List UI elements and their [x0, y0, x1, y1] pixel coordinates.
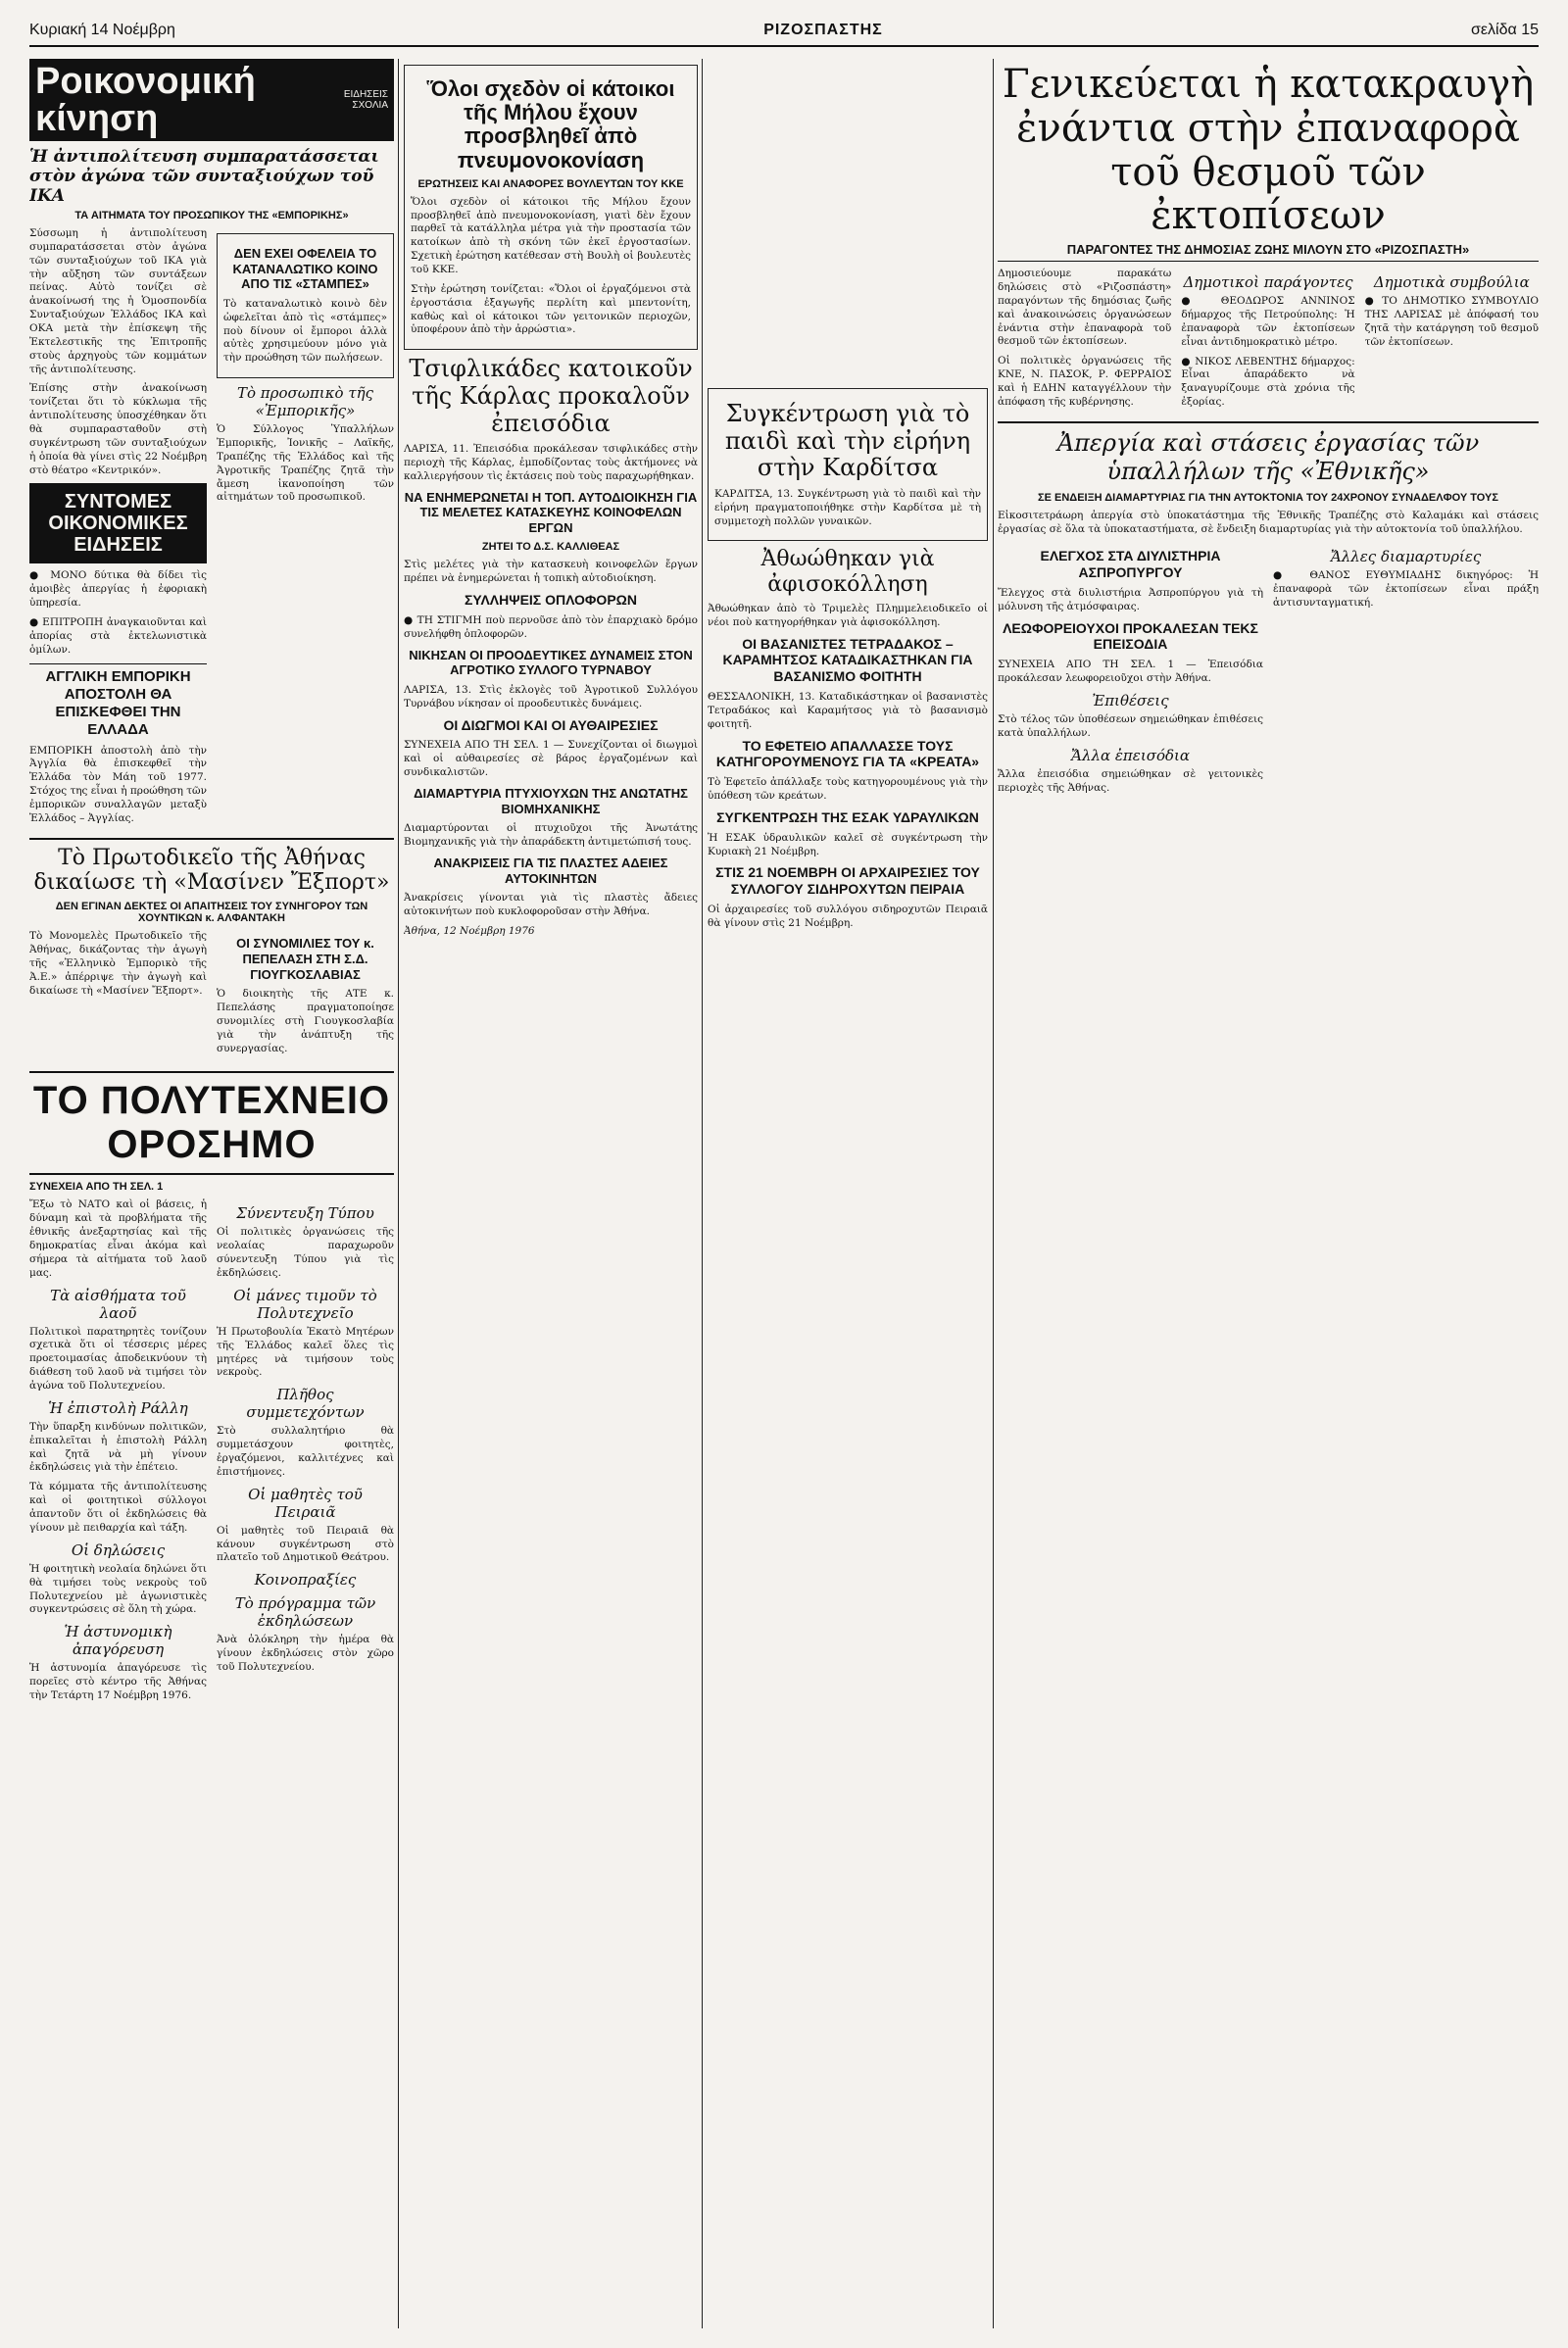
- article-title: ΑΓΓΛΙΚΗ ΕΜΠΟΡΙΚΗ ΑΠΟΣΤΟΛΗ ΘΑ ΕΠΙΣΚΕΦΘΕΙ ΤΗΝ ΕΛΛΑΔΑ: [29, 663, 207, 739]
- article-title: ΟΙ ΣΥΝΟΜΙΛΙΕΣ ΤΟΥ κ. ΠΕΠΕΛΑΣΗ ΣΤΗ Σ.Δ. ΓΙΟΥΓΚΟΣΛΑΒΙΑΣ: [236, 936, 374, 982]
- article-text: ΘΕΣΣΑΛΟΝΙΚΗ, 13. Καταδικάστηκαν οἱ βασανιστὲς Τετραδάκος καὶ Καραμήτσος γιὰ τὸ βασανισμὸ φοιτητῆ.: [708, 691, 988, 730]
- article-title: Συγκέντρωση γιὰ τὸ παιδὶ καὶ τὴν εἰρήνη στὴν Καρδίτσα: [724, 400, 971, 482]
- article-text: Στὴν ἐρώτηση τονίζεται: «Ὅλοι οἱ ἐργαζόμενοι στὰ ἐργοστάσια ἐξαγωγῆς περλίτη καὶ μπεντονίτη, καθὼς καὶ οἱ κάτοικοι τῶν γειτονικῶν περιοχῶν, ὑποφέρουν ἀπὸ τὴν ἀρρώστια».: [411, 282, 691, 336]
- article-title: Ἀθωώθηκαν γιὰ ἀφισοκόλληση: [760, 547, 935, 597]
- article-text: Οἱ πολιτικὲς ὀργανώσεις τῆς ΚΝΕ, Ν. ΠΑΣΟΚ, Ρ. ΦΕΡΡΑΙΟΣ καὶ ἡ ΕΔΗΝ καταγγέλλουν τὴν ἀπόφαση τῆς κυβέρνησης.: [998, 355, 1172, 408]
- article-text: ● ΘΑΝΟΣ ΕΥΘΥΜΙΑΔΗΣ δικηγόρος: Ἡ ἐπαναφορὰ τῶν ἐκτοπίσεων εἶναι πράξη ἀντισυνταγματική.: [1273, 569, 1539, 610]
- article-title: ΔΙΑΜΑΡΤΥΡΙΑ ΠΤΥΧΙΟΥΧΩΝ ΤΗΣ ΑΝΩΤΑΤΗΣ ΒΙΟΜΗΧΑΝΙΚΗΣ: [414, 786, 688, 816]
- article-text: Στὸ τέλος τῶν ὑποθέσεων σημειώθηκαν ἐπιθέσεις κατὰ ὑπαλλήλων.: [998, 713, 1263, 739]
- section-heading: Δημοτικὰ συμβούλια: [1373, 273, 1530, 292]
- article-text: Ἀθωώθηκαν ἀπὸ τὸ Τριμελὲς Πλημμελειοδικεῖο οἱ νέοι ποὺ κατηγορήθηκαν γιὰ ἀφισοκόλληση.: [708, 602, 988, 628]
- page-number: σελίδα 15: [1471, 22, 1539, 38]
- article-title: Τὸ Πρωτοδικεῖο τῆς Ἀθήνας δικαίωσε τὴ «Μασίνεν Ἔξπορτ»: [29, 838, 394, 896]
- article-title: Ὅλοι σχεδὸν οἱ κάτοικοι τῆς Μήλου ἔχουν προσβληθεῖ ἀπὸ πνευμονοκονίαση: [426, 76, 675, 172]
- article-text: Δημοσιεύουμε παρακάτω δηλώσεις στὸ «Ριζοσπάστη» παραγόντων τῆς δημόσιας ζωῆς καὶ ἀνακοινώσεις ὀργανώσεων ἐνάντια στὴν ἐπαναφορὰ τοῦ θεσμοῦ τῶν ἐκτοπίσεων.: [998, 268, 1172, 348]
- article-text: Ἄλλα ἐπεισόδια σημειώθηκαν σὲ γειτονικὲς περιοχὲς τῆς Ἀθήνας.: [998, 767, 1263, 794]
- section-heading: Οἱ μαθητὲς τοῦ Πειραιᾶ: [248, 1485, 363, 1521]
- article-text: Τὸ Ἐφετεῖο ἀπάλλαξε τοὺς κατηγορουμένους γιὰ τὴν ὑπόθεση τῶν κρεάτων.: [708, 776, 988, 803]
- article-text: Ὁ Σύλλογος Ὑπαλλήλων Ἐμπορικῆς, Ἰονικῆς – Λαϊκῆς, Τραπέζης τῆς Ἑλλάδος καὶ τῆς Ἀγροτικῆς Τραπέζης ζητᾶ τὴν ἄμεση ἱκανοποίηση τῶν αἰτημάτων τοῦ προσωπικοῦ.: [217, 423, 394, 504]
- article-text: Στὶς μελέτες γιὰ τὴν κατασκευὴ κοινοφελῶν ἔργων πρέπει νὰ ἐνημερώνεται ἡ τοπικὴ αὐτοδιοίκηση.: [404, 559, 698, 585]
- column-deportations: [998, 59, 1539, 2328]
- article-text: Ἔξω τὸ ΝΑΤΟ καὶ οἱ βάσεις, ἡ δύναμη καὶ τὰ προβλήματα τῆς ἐθνικῆς ἀνεξαρτησίας καὶ τῆς δημοκρατίας εἶναι ἀκόμα καὶ σήμερα τὰ αἰτήματα τοῦ λαοῦ μας.: [29, 1198, 207, 1279]
- article-subtitle: ΕΡΩΤΗΣΕΙΣ ΚΑΙ ΑΝΑΦΟΡΕΣ ΒΟΥΛΕΥΤΩΝ ΤΟΥ ΚΚΕ: [417, 177, 684, 190]
- article-text: ● ΤΟ ΔΗΜΟΤΙΚΟ ΣΥΜΒΟΥΛΙΟ ΤΗΣ ΛΑΡΙΣΑΣ μὲ ἀπόφασή του ζητᾶ τὴν κατάργηση τοῦ θεσμοῦ τῶν ἐκτοπίσεων.: [1364, 295, 1539, 348]
- section-heading: Τὸ πρόγραμμα τῶν ἐκδηλώσεων: [234, 1594, 376, 1631]
- article-text: ΕΜΠΟΡΙΚΗ ἀποστολὴ ἀπὸ τὴν Ἀγγλία θὰ ἐπισκεφθεῖ τὴν Ἑλλάδα τὸν Μάη τοῦ 1977. Στόχος της εἶναι ἡ προώθηση τῶν ἐμπορικῶν συναλλαγῶν μεταξὺ Ἑλλάδος – Ἀγγλίας.: [29, 744, 208, 824]
- section-heading: Πλῆθος συμμετεχόντων: [246, 1386, 365, 1422]
- section-heading: Οἱ δηλώσεις: [71, 1541, 166, 1559]
- section-heading: Ἐπιθέσεις: [1092, 692, 1169, 709]
- box-title: ΔΕΝ ΕΧΕΙ ΟΦΕΛΕΙΑ ΤΟ ΚΑΤΑΝΑΛΩΤΙΚΟ ΚΟΙΝΟ ΑΠΟ ΤΙΣ «ΣΤΑΜΠΕΣ»: [232, 246, 378, 292]
- main-subheadline: ΠΑΡΑΓΟΝΤΕΣ ΤΗΣ ΔΗΜΟΣΙΑΣ ΖΩΗΣ ΜΙΛΟΥΝ ΣΤΟ «ΡΙΖΟΣΠΑΣΤΗ»: [998, 242, 1539, 262]
- article-title: ΤΟ ΕΦΕΤΕΙΟ ΑΠΑΛΛΑΣΣΕ ΤΟΥΣ ΚΑΤΗΓΟΡΟΥΜΕΝΟΥΣ ΓΙΑ ΤΑ «ΚΡΕΑΤΑ»: [715, 737, 980, 770]
- section-heading: Ἡ ἀστυνομικὴ ἀπαγόρευση: [64, 1623, 172, 1659]
- section-heading: Οἱ μάνες τιμοῦν τὸ Πολυτεχνεῖο: [233, 1286, 377, 1322]
- continuation-note: ΣΥΝΕΧΕΙΑ ΑΠΟ ΤΗ ΣΕΛ. 1: [29, 1181, 164, 1194]
- section-heading: Δημοτικοὶ παράγοντες: [1183, 273, 1353, 292]
- article-text: Εἰκοσιτετράωρη ἀπεργία στὸ ὑποκατάστημα τῆς Ἐθνικῆς Τραπέζης στὸ Καλαμάκι καὶ στάσεις ἐργασίας σὲ ὅλα τὰ ὑποκαταστήματα, σὲ ἔνδειξη διαμαρτυρίας γιὰ τὴν αὐτοκτονία τοῦ ὑπαλλήλου.: [998, 509, 1539, 535]
- article-title: ΝΑ ΕΝΗΜΕΡΩΝΕΤΑΙ Η ΤΟΠ. ΑΥΤΟΔΙΟΙΚΗΣΗ ΓΙΑ ΤΙΣ ΜΕΛΕΤΕΣ ΚΑΤΑΣΚΕΥΗΣ ΚΟΙΝΟΦΕΛΩΝ ΕΡΓΩΝ: [404, 489, 698, 535]
- issue-date: Κυριακή 14 Νοέμβρη: [29, 22, 175, 38]
- article-subtitle: ΖΗΤΕΙ ΤΟ Δ.Σ. ΚΑΛΛΙΘΕΑΣ: [481, 541, 620, 554]
- economy-banner: [29, 59, 394, 141]
- article-title: ΕΛΕΓΧΟΣ ΣΤΑ ΔΙΥΛΙΣΤΗΡΙΑ ΑΣΠΡΟΠΥΡΓΟΥ: [1040, 548, 1221, 581]
- section-heading: Τὰ αἰσθήματα τοῦ λαοῦ: [50, 1286, 186, 1322]
- article-text: Ἀνακρίσεις γίνονται γιὰ τὶς πλαστὲς ἄδειες αὐτοκινήτων ποὺ κυκλοφοροῦσαν στὴν Ἀθήνα.: [404, 892, 698, 917]
- article-text: ΚΑΡΔΙΤΣΑ, 13. Συγκέντρωση γιὰ τὸ παιδὶ καὶ τὴν εἰρήνη πραγματοποιήθηκε στὴν Καρδίτσα μὲ τὴ συμμετοχὴ πολλῶν γυναικῶν.: [714, 487, 981, 527]
- article-title: ΑΝΑΚΡΙΣΕΙΣ ΓΙΑ ΤΙΣ ΠΛΑΣΤΕΣ ΑΔΕΙΕΣ ΑΥΤΟΚΙΝΗΤΩΝ: [433, 855, 668, 886]
- article-title: ΣΥΛΛΗΨΕΙΣ ΟΠΛΟΦΟΡΩΝ: [464, 592, 637, 609]
- article-text: Ὁ διοικητὴς τῆς ΑΤΕ κ. Πεπελάσης πραγματοποίησε συνομιλίες στὴ Γιουγκοσλαβία γιὰ τὴν ἀνάπτυξη τῆς συνεργασίας.: [217, 988, 394, 1054]
- article-title: ΣΤΙΣ 21 ΝΟΕΜΒΡΗ ΟΙ ΑΡΧΑΙΡΕΣΙΕΣ ΤΟΥ ΣΥΛΛΟΓΟΥ ΣΙΔΗΡΟΧΥΤΩΝ ΠΕΙΡΑΙΑ: [715, 864, 980, 898]
- article-text: ΣΥΝΕΧΕΙΑ ΑΠΟ ΤΗ ΣΕΛ. 1 — Ἐπεισόδια προκάλεσαν λεωφορειοῦχοι στὴν Ἀθήνα.: [998, 659, 1263, 685]
- main-headline: Γενικεύεται ἡ κατακραυγὴ ἐνάντια στὴν ἐπαναφορὰ τοῦ θεσμοῦ τῶν ἐκτοπίσεων: [1002, 62, 1535, 239]
- article-text: ΣΥΝΕΧΕΙΑ ΑΠΟ ΤΗ ΣΕΛ. 1 — Συνεχίζονται οἱ διωγμοὶ καὶ οἱ αὐθαιρεσίες σὲ βάρος ἐργαζομένων καὶ συνδικαλιστῶν.: [404, 739, 698, 779]
- section-heading: Κοινοπραξίες: [254, 1571, 357, 1590]
- article-text: Ὅλοι σχεδὸν οἱ κάτοικοι τῆς Μήλου ἔχουν προσβληθεῖ ἀπὸ πνευμονοκονίαση, γιατὶ δὲν ἔχουν παρθεῖ τὰ κατάλληλα μέτρα γιὰ τὴν προστασία τῶν κατοίκων ἀπὸ τὴ σκόνη τῶν ἐκεῖ ἐργοστασίων. Σχετικὴ ἐρώτηση κατέθεσαν στὴ Βουλὴ οἱ βουλευτὲς τοῦ ΚΚΕ.: [411, 195, 691, 276]
- column-milos: [404, 59, 698, 2328]
- article-text: Στὸ συλλαλητήριο θὰ συμμετάσχουν φοιτητὲς, ἐργαζόμενοι, καλλιτέχνες καὶ ἐπιστήμονες.: [217, 1425, 394, 1478]
- article-title: ΟΙ ΔΙΩΓΜΟΙ ΚΑΙ ΟΙ ΑΥΘΑΙΡΕΣΙΕΣ: [443, 716, 659, 733]
- article-subtitle: ΣΕ ΕΝΔΕΙΞΗ ΔΙΑΜΑΡΤΥΡΙΑΣ ΓΙΑ ΤΗΝ ΑΥΤΟΚΤΟΝΙΑ ΤΟΥ 24ΧΡΟΝΟΥ ΣΥΝΑΔΕΛΦΟΥ ΤΟΥΣ: [1038, 491, 1498, 504]
- article-text: ● ΘΕΟΔΩΡΟΣ ΑΝΝΙΝΟΣ δήμαρχος τῆς Πετρούπολης: Ἡ ἐπαναφορὰ τῶν ἐκτοπίσεων εἶναι ἀντιδημοκρατικὸ μέτρο.: [1181, 295, 1355, 348]
- article-text: ● ΤΗ ΣΤΙΓΜΗ ποὺ περνοῦσε ἀπὸ τὸν ἐπαρχιακὸ δρόμο συνελήφθη ὁπλοφορῶν.: [404, 614, 698, 640]
- banner-side: ΕΙΔΗΣΕΙΣ ΣΧΟΛΙΑ: [343, 89, 388, 111]
- article-text: Διαμαρτύρονται οἱ πτυχιοῦχοι τῆς Ἀνωτάτης Βιομηχανικῆς γιὰ τὴν ἀπαράδεκτη ἀντιμετώπισή τους.: [404, 822, 698, 849]
- column-economy: [29, 59, 394, 2328]
- article-text: Ἡ ΕΣΑΚ ὑδραυλικῶν καλεῖ σὲ συγκέντρωση τὴν Κυριακὴ 21 Νοέμβρη.: [708, 831, 988, 857]
- article-text: ΛΑΡΙΣΑ, 11. Ἐπεισόδια προκάλεσαν τσιφλικάδες στὴν περιοχὴ τῆς Κάρλας, ἐμποδίζοντας τοὺς ἀκτήμονες νὰ καλλιεργήσουν τὶς ἐκτάσεις ποὺ τοὺς παραχωρήθηκαν.: [404, 443, 698, 482]
- article-title: Τσιφλικάδες κατοικοῦν τῆς Κάρλας προκαλοῦν ἐπεισόδια: [409, 355, 693, 437]
- article-title: Τὸ προσωπικὸ τῆς «Ἐμπορικῆς»: [236, 384, 374, 420]
- column-rule: [398, 59, 399, 2328]
- article-subtitle: ΤΑ ΑΙΤΗΜΑΤΑ ΤΟΥ ΠΡΟΣΩΠΙΚΟΥ ΤΗΣ «ΕΜΠΟΡΙΚΗΣ»: [74, 210, 349, 221]
- article-title: ΟΙ ΒΑΣΑΝΙΣΤΕΣ ΤΕΤΡΑΔΑΚΟΣ – ΚΑΡΑΜΗΤΣΟΣ ΚΑΤΑΔΙΚΑΣΤΗΚΑΝ ΓΙΑ ΒΑΣΑΝΙΣΜΟ ΦΟΙΤΗΤΗ: [722, 635, 973, 685]
- newspaper-name: ΡΙΖΟΣΠΑΣΤΗΣ: [763, 22, 883, 38]
- polytechnic-headline: ΤΟ ΠΟΛΥΤΕΧΝΕΙΟ ΟΡΟΣΗΜΟ: [29, 1071, 394, 1175]
- article-title: ΝΙΚΗΣΑΝ ΟΙ ΠΡΟΟΔΕΥΤΙΚΕΣ ΔΥΝΑΜΕΙΣ ΣΤΟΝ ΑΓΡΟΤΙΚΟ ΣΥΛΛΟΓΟ ΤΥΡΝΑΒΟΥ: [409, 647, 693, 678]
- article-text: Ἡ Πρωτοβουλία Ἐκατὸ Μητέρων τῆς Ἑλλάδος καλεῖ ὅλες τὶς μητέρες νὰ τιμήσουν τοὺς νεκροὺς.: [217, 1325, 394, 1379]
- article-text: Τὸ Μονομελὲς Πρωτοδικεῖο τῆς Ἀθήνας, δικάζοντας τὴν ἀγωγὴ τῆς «Ἐλληνικὸ Ἐμπορικὸ τῆς Ἀ.Ε.» ἀπέρριψε τὴν ἀγωγὴ καὶ δικαίωσε τὴ «Μασίνεν Ἔξπορτ».: [29, 930, 207, 997]
- section-heading: Σύνεντευξη Τύπου: [236, 1204, 374, 1223]
- article-text: ΛΑΡΙΣΑ, 13. Στὶς ἐκλογὲς τοῦ Ἀγροτικοῦ Συλλόγου Τυρνάβου νίκησαν οἱ προοδευτικὲς δυνάμεις.: [404, 683, 698, 709]
- article-text: Τὴν ὕπαρξη κινδύνων πολιτικῶν, ἐπικαλεῖται ἡ ἐπιστολὴ Ράλλη καὶ ζητᾶ νὰ μὴ γίνουν ἐκδηλώσεις γιὰ τὴν ἐπέτειο.: [29, 1420, 207, 1474]
- section-heading: Ἄλλες διαμαρτυρίες: [1330, 548, 1482, 566]
- column-karditsa: [708, 59, 988, 2328]
- article-text: Ἡ φοιτητικὴ νεολαία δηλώνει ὅτι θὰ τιμήσει τοὺς νεκροὺς τοῦ Πολυτεχνείου μὲ ἀγωνιστικὲς συγκεντρώσεις σὲ ὅλη τὴ χώρα.: [29, 1562, 207, 1616]
- column-rule: [702, 59, 703, 2328]
- article-subtitle: ΔΕΝ ΕΓΙΝΑΝ ΔΕΚΤΕΣ ΟΙ ΑΠΑΙΤΗΣΕΙΣ ΤΟΥ ΣΥΝΗΓΟΡΟΥ ΤΩΝ ΧΟΥΝΤΙΚΩΝ κ. ΑΛΦΑΝΤΑΚΗ: [55, 901, 368, 925]
- short-news-box: ΣΥΝΤΟΜΕΣ ΟΙΚΟΝΟΜΙΚΕΣ ΕΙΔΗΣΕΙΣ: [29, 483, 207, 563]
- article-text: Σύσσωμη ἡ ἀντιπολίτευση συμπαρατάσσεται στὸν ἀγώνα τῶν συνταξιούχων τοῦ ΙΚΑ γιὰ τὴν αὔξηση τῶν συντάξεων πείνας. Αὐτὸ τονίζει σὲ ἀνακοίνωσή της ἡ Ὁμοσπονδία Συνταξιούχων Ἑλλάδος ΙΚΑ καὶ ΟΚΑ μετὰ τὴν ἐπίσκεψη τῆς Ἐκτελεστικῆς της Ἐπιτροπῆς στοὺς ἀρχηγοὺς τῶν κομμάτων τῆς ἀντιπολίτευσης.: [29, 227, 207, 375]
- article-text: Ἡ ἀστυνομία ἀπαγόρευσε τὶς πορεῖες στὸ κέντρο τῆς Ἀθήνας τὴν Τετάρτη 17 Νοέμβρη 1976.: [29, 1662, 207, 1701]
- short-news-item: ● ΕΠΙΤΡΟΠΗ ἀναγκαιοῦνται καὶ ἀπορίας στὰ ἐκτελωνιστικὰ ὁμίλων.: [29, 616, 207, 656]
- article-title: ΣΥΓΚΕΝΤΡΩΣΗ ΤΗΣ ΕΣΑΚ ΥΔΡΑΥΛΙΚΩΝ: [716, 808, 979, 825]
- column-rule: [993, 59, 994, 2328]
- article-text: Τὰ κόμματα τῆς ἀντιπολίτευσης καὶ οἱ φοιτητικοὶ σύλλογοι ἀπαντοῦν ὅτι οἱ ἐκδηλώσεις θὰ γίνουν μὲ πειθαρχία καὶ τάξη.: [29, 1481, 207, 1534]
- article-text: Οἱ ἀρχαιρεσίες τοῦ συλλόγου σιδηροχυτῶν Πειραιᾶ θὰ γίνουν στὶς 21 Νοέμβρη.: [708, 904, 988, 929]
- article-title: Ἡ ἀντιπολίτευση συμπαρατάσσεται στὸν ἀγώνα τῶν συνταξιούχων τοῦ ΙΚΑ: [29, 147, 379, 206]
- article-title: Ἀπεργία καὶ στάσεις ἐργασίας τῶν ὑπαλλήλων τῆς «Ἐθνικῆς»: [998, 421, 1539, 486]
- article-text: Οἱ πολιτικὲς ὀργανώσεις τῆς νεολαίας παραχωροῦν σύνεντευξη Τύπου γιὰ τὶς ἐκδηλώσεις.: [217, 1226, 394, 1280]
- article-text: ● ΝΙΚΟΣ ΛΕΒΕΝΤΗΣ δήμαρχος: Εἶναι ἀπαράδεκτο νὰ ξαναγυρίζουμε στὰ χρόνια τῆς ἐξορίας.: [1181, 355, 1355, 409]
- article-text: Ἔλεγχος στὰ διυλιστήρια Ἀσπροπύργου γιὰ τὴ μόλυνση τῆς ἀτμόσφαιρας.: [998, 586, 1263, 612]
- article-text: Τὸ καταναλωτικὸ κοινὸ δὲν ὠφελεῖται ἀπὸ τὶς «στάμπες» ποὺ δίνουν οἱ ἔμποροι ἀλλὰ αὐτὲς χρησιμεύουν μόνο γιὰ τὴν προώθηση τῶν πωλήσεων.: [223, 297, 387, 365]
- article-text: Πολιτικοὶ παρατηρητὲς τονίζουν σχετικὰ ὅτι οἱ τέσσερις μέρες προετοιμασίας ἀποδεικνύουν τὴ διάθεση τοῦ λαοῦ νὰ τιμήσει τὸν ἀγώνα τοῦ Πολυτεχνείου.: [29, 1325, 207, 1393]
- section-heading: Ἄλλα ἐπεισόδια: [1070, 746, 1191, 764]
- banner-title: Ροικονομική κίνηση: [35, 61, 256, 139]
- section-heading: Ἡ ἐπιστολὴ Ράλλη: [48, 1398, 188, 1417]
- article-title: ΛΕΩΦΟΡΕΙΟΥΧΟΙ ΠΡΟΚΑΛΕΣΑΝ ΤΕΚΣ ΕΠΕΙΣΟΔΙΑ: [1003, 619, 1258, 653]
- masthead: [29, 16, 1539, 47]
- short-news-item: ● ΜΟΝΟ δύτικα θὰ δίδει τὶς ἀμοιβὲς ἀπεργίας ἡ ἐφοριακὴ ὑπηρεσία.: [29, 569, 207, 610]
- signature-date: Ἀθήνα, 12 Νοέμβρη 1976: [404, 924, 535, 937]
- article-text: Ἐπίσης στὴν ἀνακοίνωση τονίζεται ὅτι τὸ κύκλωμα τῆς ἀντιπολίτευσης ὑποσχέθηκαν ὅτι θὰ συμπαρασταθοῦν στὴ συγκέντρωση τῶν συνταξιούχων ἡ ὁποία θὰ γίνει στὶς 22 Νοέμβρη στὸ θέατρο «Κεντρικόν».: [29, 382, 207, 476]
- article-text: Οἱ μαθητὲς τοῦ Πειραιᾶ θὰ κάνουν συγκέντρωση στὸ πλατεῖο τοῦ Δημοτικοῦ Θεάτρου.: [217, 1524, 394, 1564]
- article-text: Ἀνὰ ὀλόκληρη τὴν ἡμέρα θὰ γίνουν ἐκδηλώσεις στὸν χῶρο τοῦ Πολυτεχνείου.: [217, 1634, 394, 1674]
